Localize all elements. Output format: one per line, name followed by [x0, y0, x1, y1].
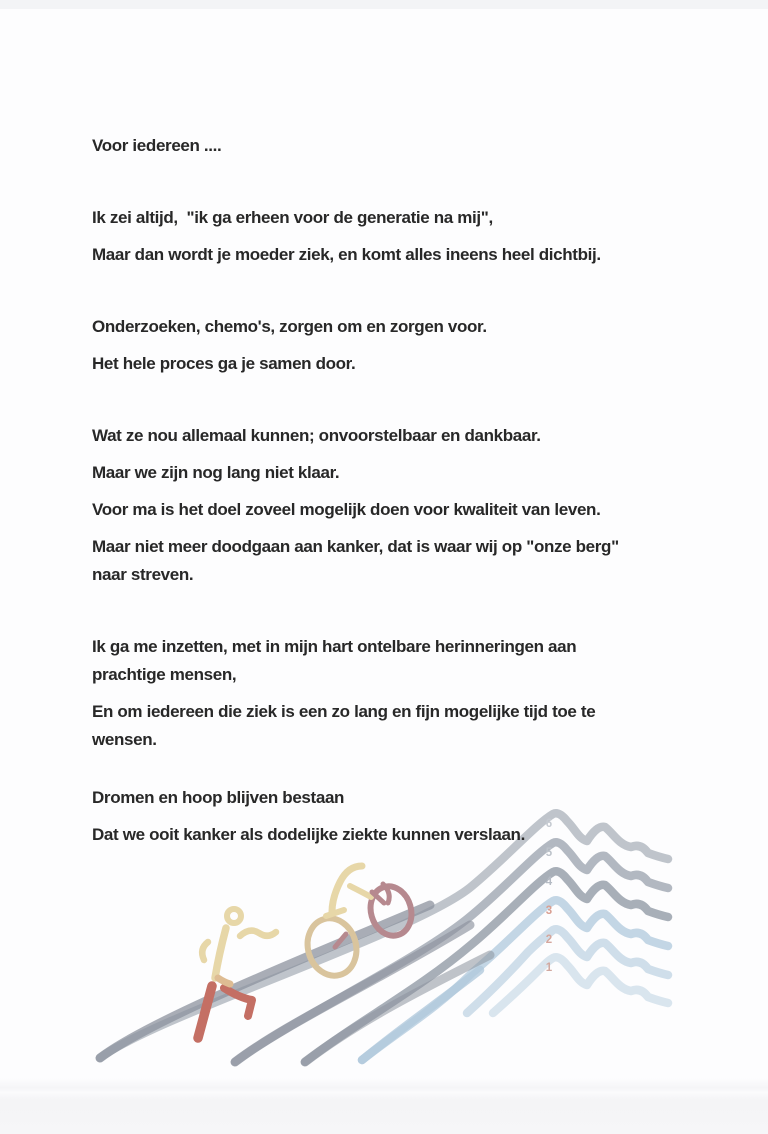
paragraph — [92, 784, 728, 812]
poem-line: Voor ma is het doel zoveel mogelijk doen voor kwaliteit van leven. — [92, 500, 601, 519]
mountain-ridge-1 — [493, 957, 668, 1013]
poem-line: Ik ga me inzetten, met in mijn hart ontelbare herinneringen aan — [92, 637, 577, 656]
hairpin-number: 1 — [545, 962, 553, 974]
paragraph — [92, 204, 728, 232]
hairpin-number: 5 — [545, 847, 553, 859]
page-edge-top — [0, 0, 768, 9]
hairpin-number: 2 — [545, 934, 553, 946]
hairpin-number: 6 — [545, 818, 553, 830]
cyclist-figure — [301, 866, 417, 981]
paragraph — [92, 698, 728, 754]
poem-line: Wat ze nou allemaal kunnen; onvoorstelbaar en dankbaar. — [92, 426, 541, 445]
mountain-ridge-4 — [305, 871, 668, 1062]
poem-line: Voor iedereen .... — [92, 136, 222, 155]
paragraph — [92, 459, 728, 487]
poem-line: Maar niet meer doodgaan aan kanker, dat is waar wij op "onze berg" — [92, 537, 619, 556]
paragraph — [92, 241, 728, 269]
poem-line: En om iedereen die ziek is een zo lang en fijn mogelijke tijd toe te — [92, 702, 596, 721]
mountain-ridge-5 — [235, 842, 668, 1062]
paragraph — [92, 821, 728, 849]
paragraph — [92, 633, 728, 689]
poem-line: Maar dan wordt je moeder ziek, en komt alles ineens heel dichtbij. — [92, 245, 601, 264]
ascent-stroke — [362, 970, 480, 1060]
ascent-stroke — [100, 905, 430, 1058]
poem-line: prachtige mensen, — [92, 665, 237, 684]
mountain-ridge-6 — [100, 813, 668, 1058]
runner-figure — [198, 909, 276, 1038]
stanza — [92, 784, 728, 849]
poem-line: Het hele proces ga je samen door. — [92, 354, 356, 373]
ascent-stroke — [305, 955, 490, 1062]
poem-line: wensen. — [92, 730, 157, 749]
paragraph — [92, 350, 728, 378]
stanza — [92, 422, 728, 589]
poem-line: naar streven. — [92, 565, 194, 584]
stanza — [92, 633, 728, 754]
stanza — [92, 132, 728, 160]
poem-line: Onderzoeken, chemo's, zorgen om en zorgen voor. — [92, 317, 487, 336]
hairpin-number: 4 — [545, 876, 553, 888]
paragraph — [92, 422, 728, 450]
paragraph — [92, 132, 728, 160]
poem-line: Dat we ooit kanker als dodelijke ziekte kunnen verslaan. — [92, 825, 525, 844]
poem-line: Ik zei altijd, "ik ga erheen voor de generatie na mij", — [92, 208, 493, 227]
paragraph — [92, 533, 728, 589]
paragraph — [92, 496, 728, 524]
mountain-ridge-3 — [362, 900, 668, 1060]
ascent-stroke — [235, 925, 470, 1062]
poem-line: Maar we zijn nog lang niet klaar. — [92, 463, 340, 482]
mountain-ridge-2 — [467, 929, 668, 1013]
stanza — [92, 313, 728, 378]
paragraph — [92, 313, 728, 341]
hairpin-number: 3 — [545, 905, 553, 917]
poem-line: Dromen en hoop blijven bestaan — [92, 788, 345, 807]
stanza — [92, 204, 728, 269]
page-edge-bottom — [0, 1078, 768, 1134]
